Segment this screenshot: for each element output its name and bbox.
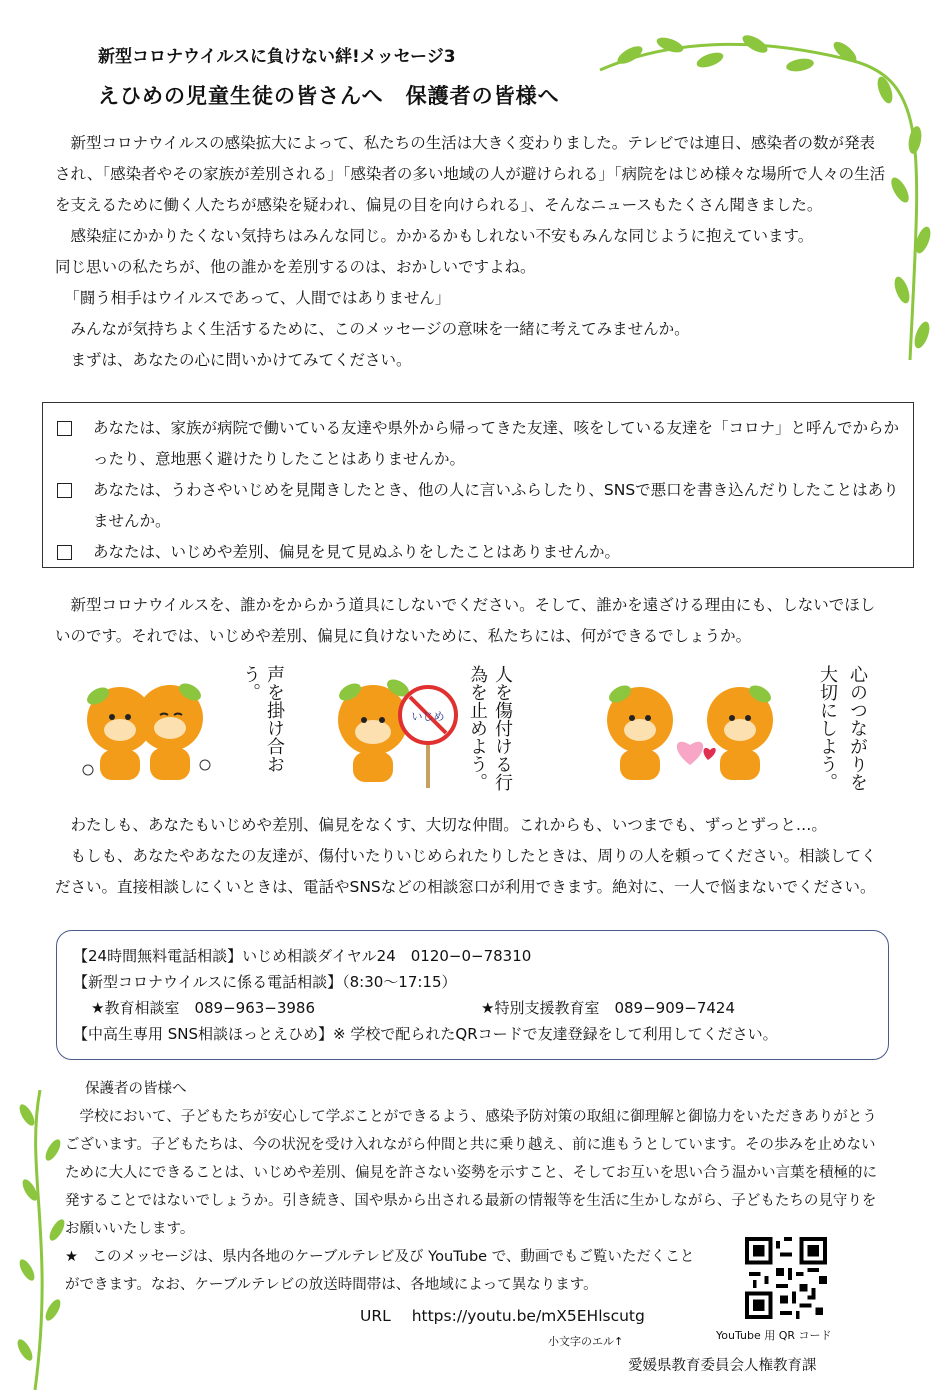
middle-paragraph: 新型コロナウイルスを、誰かをからかう道具にしないでください。そして、誰かを遠ざける理由にも、しないでほしいのです。それでは、いじめや差別、偏見に負けないために、私たちには、何ができるでしょうか。: [55, 596, 876, 645]
url-label: URL: [360, 1307, 391, 1325]
issuer-name: 愛媛県教育委員会人権教育課: [628, 1358, 817, 1374]
sign-text: いじめ: [411, 710, 445, 723]
youtube-url-link[interactable]: https://youtu.be/mX5EHlscutg: [411, 1307, 645, 1325]
consult-line-1: [73, 943, 872, 969]
hotline-24h-text[interactable]: いじめ相談ダイヤル24 0120−0−78310: [242, 947, 532, 965]
caption-stop-hurting-1: 人を傷付ける行: [492, 665, 513, 791]
education-consult-phone[interactable]: ★教育相談室 089−963−3986: [91, 999, 316, 1017]
caption-connect-1: 心のつながりを: [847, 665, 868, 791]
intro-section: [55, 128, 890, 376]
closing-paragraph-1: わたしも、あなたもいじめや差別、偏見をなくす、大切な仲間。これからも、いつまでも、ずっとずっと…。: [70, 816, 827, 834]
intro-paragraph-1: 新型コロナウイルスの感染拡大によって、私たちの生活は大きく変わりました。テレビでは連日、感染者の数が発表され、「感染者やその家族が差別される」「感染者の多い地域の人が避けられる」「病院をはじめ様々な場所で人々の生活を支えるために働く人たちが感染を疑われ、偏見の目を向けられる」、そんなニュースもたくさん聞きました。: [55, 134, 886, 214]
check-item-1-text: あなたは、家族が病院で働いている友達や県外から帰ってきた友達、咳をしている友達を「コロナ」と呼んでからかったり、意地悪く避けたりしたことはありませんか。: [93, 419, 900, 468]
checkbox-icon[interactable]: [57, 483, 72, 498]
youtube-qr-code[interactable]: [745, 1237, 827, 1319]
intro-paragraph-6: まずは、あなたの心に問いかけてみてください。: [70, 351, 412, 369]
special-support-phone[interactable]: ★特別支援教育室 089−909−7424: [481, 999, 736, 1017]
consult-line-2: [73, 969, 872, 995]
closing-section: [55, 810, 890, 903]
mikan-characters-hugging-illustration: [70, 670, 230, 790]
page-title: えひめの児童生徒の皆さんへ 保護者の皆様へ: [98, 84, 560, 108]
check-item-1: [43, 413, 901, 475]
url-row: [360, 1307, 645, 1325]
intro-quote: 「闘う相手はウイルスであって、人間ではありません」: [64, 289, 451, 307]
mikan-character-stop-bullying-illustration: [328, 670, 468, 790]
caption-connect-2: 大切にしよう。: [817, 665, 838, 791]
consultation-box: [56, 930, 889, 1060]
sns-consult-label: 【中高生専用 SNS相談ほっとえひめ】: [73, 1025, 334, 1043]
mikan-characters-heart-illustration: [590, 670, 790, 790]
video-note: ★ このメッセージは、県内各地のケーブルテレビ及び YouTube で、動画でもご覧いただくことができます。なお、ケーブルテレビの放送時間帯は、各地域によって異なります。: [65, 1249, 695, 1293]
consult-line-3: [73, 995, 872, 1021]
caption-stop-hurting-2: 為を止めよう。: [467, 665, 488, 791]
sns-consult-text: ※ 学校で配られたQRコードで友達登録をして利用してください。: [333, 1025, 778, 1043]
url-note: 小文字のエル↑: [548, 1335, 624, 1348]
checkbox-icon[interactable]: [57, 545, 72, 560]
parents-body: 学校において、子どもたちが安心して学ぶことができるよう、感染予防対策の取組に御理解と御協力をいただきありがとうございます。子どもたちは、今の状況を受け入れながら仲間と共に乗り越え、前に進もうとしています。その歩みを止めないために大人にできることは、いじめや差別、偏見を許さない姿勢を示すこと、そしてお互いを思い合う温かい言葉を積極的に発することではないでしょうか。引き続き、国や県から出される最新の情報等を生活に生かしながら、子どもたちの見守りをお願いいたします。: [65, 1109, 877, 1237]
qr-caption: YouTube 用 QR コード: [716, 1329, 832, 1342]
series-title: 新型コロナウイルスに負けない絆!メッセージ3: [98, 47, 456, 67]
checkbox-icon[interactable]: [57, 421, 72, 436]
illustration-row: [70, 665, 890, 800]
middle-section: [55, 590, 890, 652]
check-item-2-text: あなたは、うわさやいじめを見聞きしたとき、他の人に言いふらしたり、SNSで悪口を書き込んだりしたことはありませんか。: [93, 481, 899, 530]
check-item-3-text: あなたは、いじめや差別、偏見を見て見ぬふりをしたことはありませんか。: [93, 543, 621, 561]
check-item-3: [43, 537, 901, 568]
caption-call-out: 声を掛け合おう。: [240, 665, 285, 773]
consult-line-4: [73, 1021, 872, 1047]
self-check-box: [42, 402, 914, 568]
covid-consult-hours: （8:30〜17:15）: [342, 973, 457, 991]
intro-paragraph-5: みんなが気持ちよく生活するために、このメッセージの意味を一緒に考えてみませんか。: [70, 320, 690, 338]
parents-heading: 保護者の皆様へ: [85, 1081, 187, 1097]
hotline-24h-label: 【24時間無料電話相談】: [73, 947, 243, 965]
intro-paragraph-3: 同じ思いの私たちが、他の誰かを差別するのは、おかしいですよね。: [55, 258, 536, 276]
covid-consult-label: 【新型コロナウイルスに係る電話相談】: [73, 973, 343, 991]
closing-paragraph-2: もしも、あなたやあなたの友達が、傷付いたりいじめられたりしたときは、周りの人を頼ってください。相談してください。直接相談しにくいときは、電話やSNSなどの相談窓口が利用できます。絶対に、一人で悩まないでください。: [55, 847, 877, 896]
intro-paragraph-2: 感染症にかかりたくない気持ちはみんな同じ。かかるかもしれない不安もみんな同じように抱えています。: [70, 227, 814, 245]
check-item-2: [43, 475, 901, 537]
